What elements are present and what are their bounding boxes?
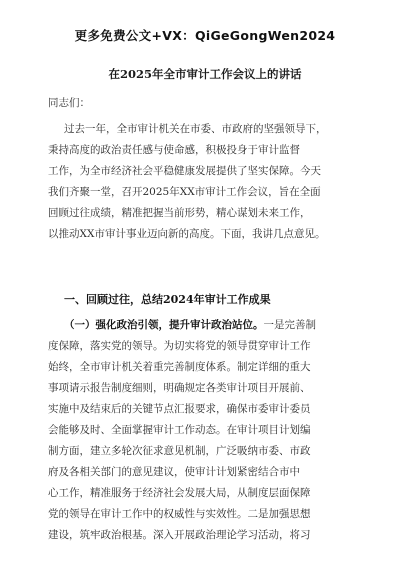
- intro-line: 我们齐聚一堂，召开2025年XX市审计工作会议，旨在全面: [48, 186, 321, 198]
- subsection-tail: 一是完善制: [263, 319, 316, 331]
- intro-line: 秉持高度的政治责任感与使命感，积极投身于审计监督: [48, 144, 300, 156]
- body-line: 度保障，落实党的领导。为切实将党的领导贯穿审计工作: [48, 340, 311, 352]
- intro-line: 过去一年，全市审计机关在市委、市政府的坚强领导下，: [64, 123, 327, 135]
- body-line: 事项请示报告制度细则，明确规定各类审计项目开展前、: [48, 382, 311, 394]
- body-line: 制方面，建立多轮次征求意见机制，广泛吸纳市委、市政: [48, 445, 311, 457]
- document-title: 在2025年全市审计工作会议上的讲话: [108, 67, 302, 81]
- body-line: 始终，全市审计机关着重完善制度体系。制定详细的重大: [48, 361, 311, 373]
- body-line: 实施中及结束后的关键节点汇报要求，确保市委审计委员: [48, 403, 311, 415]
- intro-line: 工作，为全市经济社会平稳健康发展提供了坚实保障。今天: [48, 165, 321, 177]
- body-line: 心工作，精准服务于经济社会发展大局，从制度层面保障: [48, 487, 311, 499]
- section-heading: 一、回顾过往，总结2024年审计工作成果: [64, 293, 271, 306]
- body-line: 府及各相关部门的意见建议，使审计计划紧密结合市中: [48, 466, 300, 478]
- body-line: 会能够及时、全面掌握审计工作动态。在审计项目计划编: [48, 424, 311, 436]
- body-line: 党的领导在审计工作中的权威性与实效性。二是加强思想: [48, 508, 311, 520]
- subsection-heading: （一）强化政治引领，提升审计政治站位。: [64, 319, 264, 331]
- promo-banner: 更多免费公文+VX：QiGeGongWen2024: [74, 28, 336, 43]
- intro-line: 回顾过往成绩，精准把握当前形势，精心谋划未来工作，: [48, 207, 311, 219]
- greeting: 同志们：: [48, 97, 90, 109]
- body-line: 建设，筑牢政治根基。深入开展政治理论学习活动，将习: [48, 529, 311, 541]
- intro-line: 以推动XX市审计事业迈向新的高度。下面，我讲几点意见。: [48, 228, 326, 240]
- subsection-line: [64, 320, 316, 331]
